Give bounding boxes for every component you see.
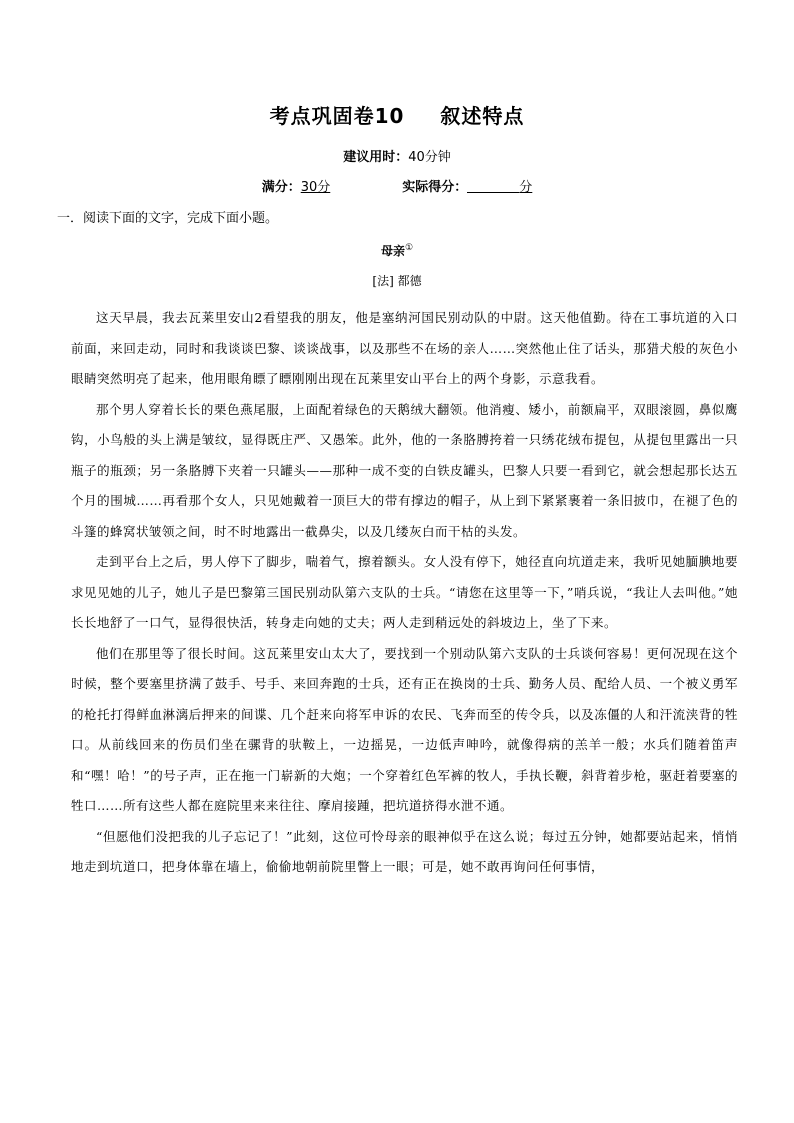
full-score-value: 30分 [300, 180, 331, 195]
question-instruction: 一．阅读下面的文字，完成下面小题。 [57, 211, 279, 226]
footnote-mark: ① [404, 243, 414, 253]
title-main: 考点巩固卷10 [269, 104, 405, 128]
actual-score-label: 实际得分： [402, 180, 468, 195]
page-title [0, 100, 794, 129]
time-value: 40分钟 [408, 150, 451, 165]
paragraph: 他们在那里等了很长时间。这瓦莱里安山太大了，要找到一个别动队第六支队的士兵谈何容易！更何况现在这个时候，整个要塞里挤满了鼓手、号手、来回奔跑的士兵，还有正在换岗的士兵、勤务人员、配给人员、一个被义勇军的枪托打得鲜血淋漓后押来的间谍、几个赶来向将军申诉的农民、飞奔而至的传令兵，以及冻僵的人和汗流浃背的牲口。从前线回来的伤员们坐在骡背的驮鞍上，一边摇晃，一边低声呻吟，就像得病的羔羊一般；水兵们随着笛声和“嘿！哈！”的号子声，正在拖一门崭新的大炮；一个穿着红色军裤的牧人，手执长鞭，斜背着步枪，驱赶着要塞的牲口……所有这些人都在庭院里来来往往、摩肩接踵，把坑道挤得水泄不通。 [71, 645, 738, 813]
story-title [0, 242, 794, 259]
actual-score-unit: 分 [519, 180, 533, 195]
paragraph: 这天早晨，我去瓦莱里安山2看望我的朋友，他是塞纳河国民别动队的中尉。这天他值勤。待在工事坑道的入口前面，来回走动，同时和我谈谈巴黎、谈谈战事，以及那些不在场的亲人……突然他止住了话头，那猎犬般的灰色小眼睛突然明亮了起来，他用眼角瞟了瞟刚刚出现在瓦莱里安山平台上的两个身影，示意我看。 [71, 310, 738, 386]
time-label: 建议用时： [343, 150, 409, 165]
paragraph: 走到平台上之后，男人停下了脚步，喘着气，擦着额头。女人没有停下，她径直向坑道走来，我听见她腼腆地要求见见她的儿子，她儿子是巴黎第三国民别动队第六支队的士兵。“请您在这里等一下，”哨兵说，“我让人去叫他。”她长长地舒了一口气，显得很快活，转身走向她的丈夫；两人走到稍远处的斜坡边上，坐了下来。 [71, 554, 738, 630]
paragraph: 那个男人穿着长长的栗色燕尾服，上面配着绿色的天鹅绒大翻领。他消瘦、矮小，前额扁平，双眼滚圆，鼻似鹰钩，小鸟般的头上满是皱纹，显得既庄严、又愚笨。此外，他的一条胳膊挎着一只绣花绒布提包，从提包里露出一只瓶子的瓶颈；另一条胳膊下夹着一只罐头——那种一成不变的白铁皮罐头，巴黎人只要一看到它，就会想起那长达五个月的围城……再看那个女人，只见她戴着一顶巨大的带有撑边的帽子，从上到下紧紧裹着一条旧披巾，在褪了色的斗篷的蜂窝状皱领之间，时不时地露出一截鼻尖，以及几缕灰白而干枯的头发。 [71, 401, 738, 539]
full-score-label: 满分： [261, 180, 301, 195]
suggested-time [0, 146, 794, 165]
story-author: [法] 都德 [372, 274, 422, 288]
story-title-text: 母亲 [380, 244, 405, 258]
score-line [0, 176, 794, 195]
story-body [71, 303, 738, 883]
actual-score-blank[interactable] [467, 180, 519, 193]
title-sub: 叙述特点 [440, 104, 525, 128]
paragraph: “但愿他们没把我的儿子忘记了！”此刻，这位可怜母亲的眼神似乎在这么说；每过五分钟，她都要站起来，悄悄地走到坑道口，把身体靠在墙上，偷偷地朝前院里瞥上一眼；可是，她不敢再询问任何事情， [71, 828, 738, 874]
